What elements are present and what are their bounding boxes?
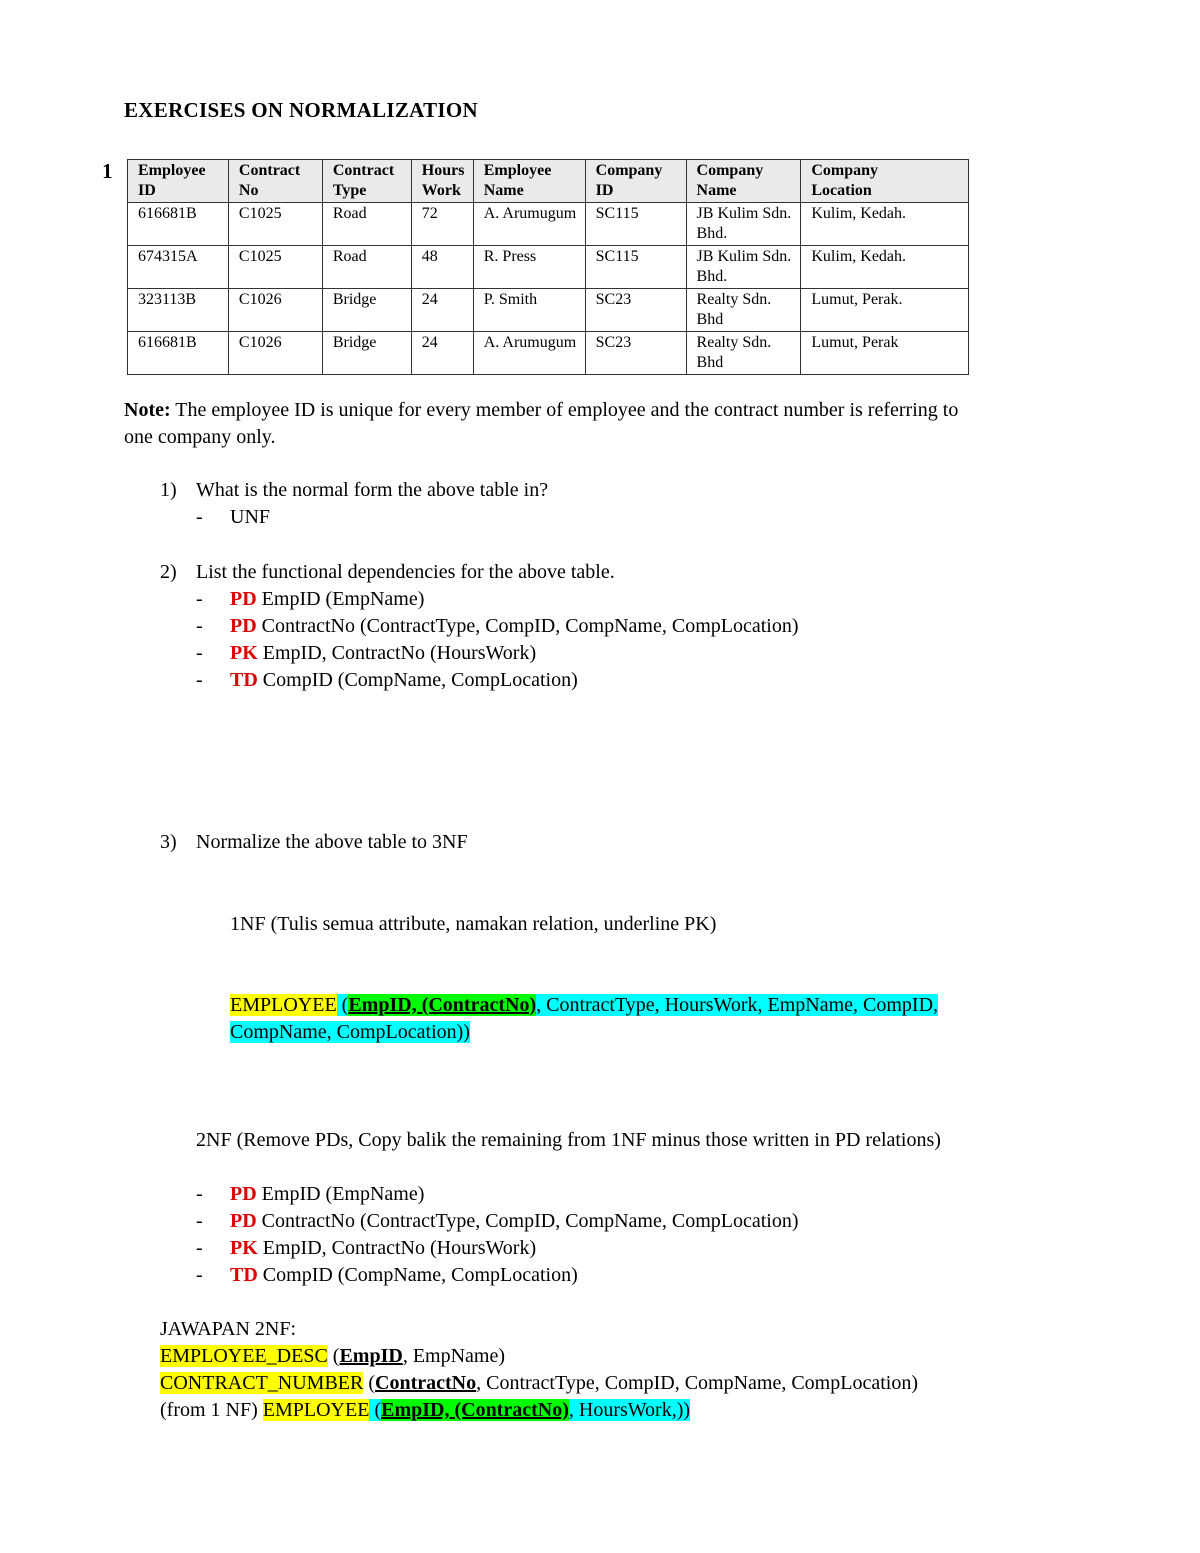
nf2-dependency-item: - PK EmpID, ContractNo (HoursWork) [196,1237,537,1259]
table-cell: C1026 [228,332,322,375]
table-cell: SC23 [585,289,686,332]
dependency-item: - PK EmpID, ContractNo (HoursWork) [196,642,537,664]
question-2: 2) List the functional dependencies for the above table. [160,561,615,583]
nf1-relation-line-1: EMPLOYEE (EmpID, (ContractNo), ContractType, HoursWork, EmpName, CompID, [230,994,939,1016]
answer-heading: JAWAPAN 2NF: [160,1318,297,1340]
table-cell: SC23 [585,332,686,375]
answer-relation-employee: (from 1 NF) EMPLOYEE (EmpID, (ContractNo), HoursWork,)) [160,1399,691,1421]
dependency-item: - PD EmpID (EmpName) [196,588,425,610]
table-cell: SC115 [585,203,686,246]
header-employee-id: Employee ID [128,160,229,203]
table-cell: Lumut, Perak [801,332,969,375]
table-cell: Road [322,246,411,289]
answer-relation-employee-desc: EMPLOYEE_DESC (EmpID, EmpName) [160,1345,506,1367]
table-cell: JB Kulim Sdn. Bhd. [686,246,801,289]
header-contract-no: Contract No [228,160,322,203]
header-contract-type: Contract Type [322,160,411,203]
table-cell: Realty Sdn. Bhd [686,332,801,375]
document-title: EXERCISES ON NORMALIZATION [124,98,478,122]
note-line-1: Note: The employee ID is unique for every member of employee and the contract number is referring to [124,399,959,421]
table-cell: R. Press [473,246,585,289]
table-header-row [128,160,969,203]
question-1: 1) What is the normal form the above table in? [160,479,549,501]
table-cell: Kulim, Kedah. [801,246,969,289]
header-hours-work: Hours Work [411,160,473,203]
table-cell: 24 [411,289,473,332]
header-company-name: Company Name [686,160,801,203]
table-cell: C1025 [228,203,322,246]
table-cell: 616681B [128,203,229,246]
table-cell: SC115 [585,246,686,289]
dependency-item: - PD ContractNo (ContractType, CompID, CompName, CompLocation) [196,615,799,637]
table-row [128,246,969,289]
table-cell: Kulim, Kedah. [801,203,969,246]
table-cell: JB Kulim Sdn. Bhd. [686,203,801,246]
header-employee-name: Employee Name [473,160,585,203]
nf1-heading: 1NF (Tulis semua attribute, namakan relation, underline PK) [230,913,717,935]
table-cell: P. Smith [473,289,585,332]
answer-1: - UNF [196,506,271,528]
table-cell: Bridge [322,332,411,375]
question-3: 3) Normalize the above table to 3NF [160,831,468,853]
nf2-heading: 2NF (Remove PDs, Copy balik the remaining from 1NF minus those written in PD relations) [196,1129,941,1151]
dependency-item: - TD CompID (CompName, CompLocation) [196,669,578,691]
header-company-location: Company Location [801,160,969,203]
table-row [128,203,969,246]
table-cell: 72 [411,203,473,246]
table-cell: C1025 [228,246,322,289]
answer-relation-contract-number: CONTRACT_NUMBER (ContractNo, ContractType, CompID, CompName, CompLocation) [160,1372,918,1394]
table-cell: 24 [411,332,473,375]
table-cell: 48 [411,246,473,289]
nf1-relation-line-2: CompName, CompLocation)) [230,1021,470,1043]
nf2-dependency-item: - PD EmpID (EmpName) [196,1183,425,1205]
table-cell: 616681B [128,332,229,375]
note-line-2: one company only. [124,426,276,448]
table-cell: A. Arumugum [473,203,585,246]
header-company-id: Company ID [585,160,686,203]
table-cell: Lumut, Perak. [801,289,969,332]
table-row [128,289,969,332]
table-cell: 323113B [128,289,229,332]
employee-table [127,159,969,375]
table-cell: C1026 [228,289,322,332]
nf2-dependency-item: - TD CompID (CompName, CompLocation) [196,1264,578,1286]
nf2-dependency-item: - PD ContractNo (ContractType, CompID, CompName, CompLocation) [196,1210,799,1232]
table-cell: Realty Sdn. Bhd [686,289,801,332]
table-cell: Road [322,203,411,246]
table-row [128,332,969,375]
question-number: 1 [102,159,113,183]
table-cell: 674315A [128,246,229,289]
table-cell: Bridge [322,289,411,332]
table-cell: A. Arumugum [473,332,585,375]
